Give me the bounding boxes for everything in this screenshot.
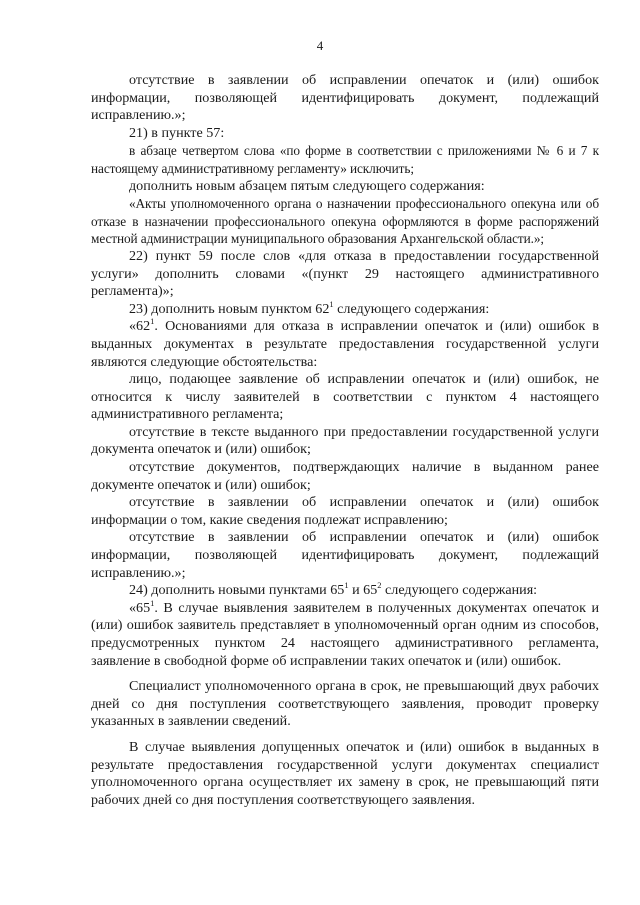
paragraph-11: отсутствие документов, подтверждающих наличие в выданном ранее документе опечаток и (или) ошибок; bbox=[91, 459, 599, 493]
paragraph-9: лицо, подающее заявление об исправлении опечаток и (или) ошибок, не относится к числу заявителей в соответствии с пунктом 4 настоящего административного регламента; bbox=[91, 371, 599, 423]
paragraph-4: дополнить новым абзацем пятым следующего содержания: bbox=[129, 177, 485, 194]
paragraph-8: «$62^1$. Основаниями для отказа в исправлении опечаток и (или) ошибок в выданных документах в результате предоставления государственной услуги являются следующие обстоятельства: bbox=[91, 316, 599, 370]
paragraph-16: Специалист уполномоченного органа в срок, не превышающий двух рабочих дней со дня поступления соответствующего заявления, проводит проверку указанных в заявлении сведений. bbox=[91, 678, 599, 730]
paragraph-12: отсутствие в заявлении об исправлении опечаток и (или) ошибок информации о том, какие сведения подлежат исправлению; bbox=[91, 494, 599, 528]
paragraph-5: «Акты уполномоченного органа о назначении профессионального опекуна или об отказе в назначении профессионального опекуна оформляются в форме распоряжений местной администрации муниципального образования Архангельской области.»; bbox=[91, 196, 599, 247]
paragraph-2: 21) в пункте 57: bbox=[129, 124, 225, 141]
paragraph-17: В случае выявления допущенных опечаток и (или) ошибок в выданных в результате предоставления государственной услуги документах специалист уполномоченного органа осуществляет их замену в срок, не превышающий пяти рабочих дней со дня поступления соответствующего заявления. bbox=[91, 738, 599, 808]
paragraph-15: «$65^1$. В случае выявления заявителем в полученных документах опечаток и (или) ошибок заявитель представляет в уполномоченный орган одним из способов, предусмотренных пунктом 24 настоящего административного регламента, заявление в свободной форме об исправлении таких опечаток и (или) ошибок. bbox=[91, 597, 599, 669]
paragraph-13: отсутствие в заявлении об исправлении опечаток и (или) ошибок информации, позволяющей идентифицировать документ, подлежащий исправлению.»; bbox=[91, 529, 599, 581]
paragraph-14: 24) дополнить новыми пунктами $65^1$ и $65^2$ следующего содержания: bbox=[129, 580, 538, 599]
paragraph-6: 22) пункт 59 после слов «для отказа в предоставлении государственной услуги» дополнить словами «(пункт 29 настоящего административного регламента)»; bbox=[91, 247, 599, 300]
document-body bbox=[91, 72, 599, 809]
paragraph-10: отсутствие в тексте выданного при предоставлении государственной услуги документа опечаток и (или) ошибок; bbox=[91, 423, 599, 458]
paragraph-1: отсутствие в заявлении об исправлении опечаток и (или) ошибок информации, позволяющей идентифицировать документ, подлежащий исправлению.»; bbox=[91, 72, 599, 124]
paragraph-3: в абзаце четвертом слова «по форме в соответствии с приложениями № 6 и 7 к настоящему административному регламенту» исключить; bbox=[91, 143, 599, 176]
paragraph-7: 23) дополнить новым пунктом $62^1$ следующего содержания: bbox=[129, 298, 490, 317]
page-number: 4 bbox=[316, 38, 324, 53]
